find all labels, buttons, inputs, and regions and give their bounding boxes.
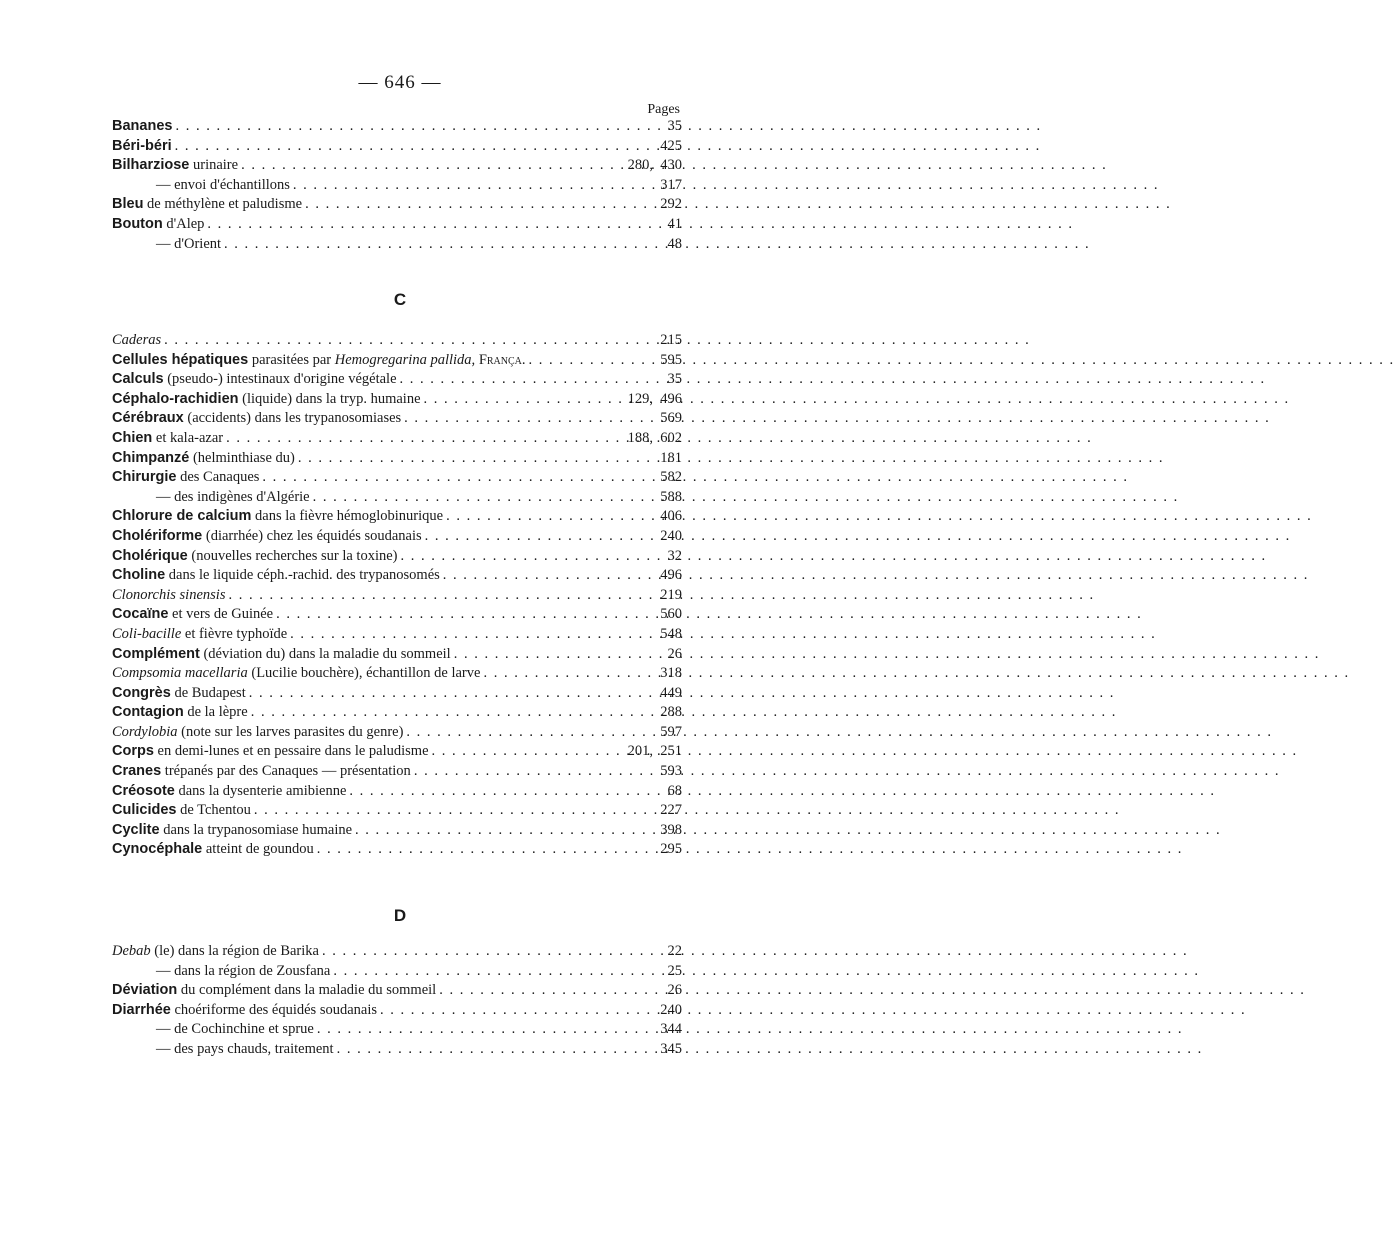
entry-italic-term: Debab: [112, 943, 151, 959]
entry-page-ref: 68: [667, 782, 682, 799]
leader-dots: [421, 391, 624, 408]
entry-text: [112, 138, 172, 155]
entry-text: [112, 943, 319, 960]
entry-text: [112, 410, 401, 427]
leader-dots: [314, 841, 656, 858]
entry-text: [112, 157, 238, 174]
entry-heading: Céphalo-rachidien: [112, 390, 239, 407]
leader-dots: [273, 606, 656, 623]
entry-page-ref: 292: [660, 196, 682, 213]
entry-description: trépanés par des Canaques — présentation: [161, 763, 411, 780]
entry-text: [112, 646, 451, 663]
entry-page-ref: 22: [667, 943, 682, 959]
entry-author: França.: [475, 351, 526, 368]
entry-heading: Culicides: [112, 802, 177, 819]
entry-page-ref: 398: [660, 821, 682, 838]
entry-page-ref: 215: [660, 332, 682, 348]
leader-dots: [259, 469, 656, 486]
index-entry: [112, 528, 682, 548]
entry-description: d'Alep: [162, 215, 205, 232]
entry-description: (le) dans la région de Barika: [150, 943, 319, 959]
entry-page-ref: 25: [667, 962, 682, 979]
entry-description: de Budapest: [170, 684, 246, 701]
entry-heading: Congrès: [112, 684, 171, 701]
entry-heading: Créosote: [112, 782, 175, 799]
entry-page-ref: 32: [667, 547, 682, 564]
entry-page-ref: 35: [667, 371, 682, 388]
index-entry: [112, 450, 682, 470]
index-entry: [112, 1002, 682, 1022]
index-entry: [112, 430, 682, 450]
entry-text: [112, 685, 246, 702]
entry-description: — envoi d'échantillons: [156, 176, 290, 193]
entry-page-ref: 240: [660, 527, 682, 544]
entry-text: [112, 508, 443, 525]
index-entry: [112, 410, 682, 430]
leader-dots: [429, 743, 624, 760]
entry-text: [112, 430, 223, 447]
index-entry: [112, 665, 682, 685]
leader-dots: [451, 646, 664, 663]
index-entry: [112, 567, 682, 587]
entry-description: — dans la région de Zousfana: [156, 962, 331, 979]
entry-text: [112, 469, 259, 486]
entry-description: de méthylène et paludisme: [143, 196, 303, 213]
entry-text: [112, 665, 480, 682]
index-entry: [112, 982, 682, 1002]
leader-dots: [314, 1021, 656, 1038]
entry-description: en demi-lunes et en pessaire dans le paludisme: [153, 743, 429, 760]
entry-text: [112, 177, 290, 194]
entry-italic-term: Clonorchis sinensis: [112, 586, 226, 603]
entry-page-ref: 288: [660, 704, 682, 721]
entry-description: de Tchentou: [176, 802, 251, 819]
entry-heading: Cranes: [112, 763, 162, 780]
leader-dots: [295, 450, 656, 467]
index-section-c: [112, 332, 682, 861]
entry-page-ref: 219: [660, 586, 682, 603]
entry-italic-term: Hemogregarina pallida,: [334, 351, 476, 368]
entry-page-ref: 317: [660, 176, 682, 193]
leader-dots: [436, 982, 663, 999]
leader-dots: [440, 567, 656, 584]
entry-text: [112, 216, 204, 233]
leader-dots: [411, 763, 656, 780]
entry-page-ref: 588: [660, 488, 682, 505]
leader-dots: [310, 489, 657, 506]
index-entry: [112, 391, 682, 411]
entry-page-ref: 35: [667, 118, 682, 134]
index-entry: [112, 963, 682, 983]
entry-description: (nouvelles recherches sur la toxine): [187, 547, 398, 564]
leader-dots: [161, 332, 656, 349]
index-entry: [112, 822, 682, 842]
index-entry: [112, 685, 682, 705]
index-entry: [112, 469, 682, 489]
index-entry: [112, 587, 682, 607]
leader-dots: [290, 177, 656, 194]
entry-page-ref: 548: [660, 625, 682, 642]
entry-description: (Lucilie bouchère), échantillon de larve: [247, 665, 481, 682]
entry-page-ref: 593: [660, 763, 682, 780]
index-entry: [112, 352, 682, 372]
entry-heading: Béri-béri: [112, 137, 172, 154]
entry-page-ref: 582: [660, 469, 682, 486]
entry-heading: Chlorure de calcium: [112, 508, 252, 525]
entry-text: [112, 528, 422, 545]
leader-dots: [330, 963, 663, 980]
entry-description: — des pays chauds, traitement: [156, 1040, 334, 1057]
entry-text: [112, 332, 161, 349]
entry-page-ref: 496: [660, 567, 682, 584]
index-entry: [112, 157, 682, 177]
entry-heading: Bilharziose: [112, 157, 190, 174]
leader-dots: [397, 371, 664, 388]
pages-column-header: Pages: [647, 102, 680, 117]
index-entry: [112, 841, 682, 861]
entry-text: [112, 236, 221, 253]
index-entry: [112, 802, 682, 822]
entry-heading: Bleu: [112, 196, 144, 213]
index-entry: [112, 489, 682, 509]
entry-text: [112, 391, 421, 408]
entry-page-ref: 345: [660, 1040, 682, 1057]
entry-heading: Cyclite: [112, 821, 160, 838]
entry-page-ref: 227: [660, 802, 682, 819]
entry-description: et kala-azar: [152, 429, 224, 446]
entry-text: [112, 763, 411, 780]
index-section-d: [112, 943, 682, 1061]
leader-dots: [526, 352, 657, 369]
entry-description: des Canaques: [176, 469, 260, 486]
entry-description: (helminthiase du): [189, 449, 295, 466]
index-entry: [112, 1041, 682, 1061]
entry-page-ref: 26: [667, 982, 682, 999]
entry-page-ref: 188, 602: [627, 429, 682, 446]
entry-page-ref: 129, 496: [627, 390, 682, 407]
leader-dots: [204, 216, 663, 233]
entry-description: (diarrhée) chez les équidés soudanais: [202, 527, 422, 544]
entry-page-ref: 406: [660, 508, 682, 525]
entry-text: [112, 982, 436, 999]
leader-dots: [172, 118, 663, 135]
entry-heading: Cérébraux: [112, 410, 184, 427]
entry-text: [112, 963, 330, 980]
entry-text: [112, 1021, 314, 1038]
entry-description: dans la fièvre hémoglobinurique: [251, 508, 444, 525]
entry-heading: Cholérique: [112, 547, 188, 564]
entry-description: et vers de Guinée: [168, 606, 274, 623]
entry-description: (liquide) dans la tryp. humaine: [238, 390, 421, 407]
entry-heading: Complément: [112, 645, 200, 662]
entry-description: urinaire: [189, 157, 239, 174]
entry-description: dans la dysenterie amibienne: [174, 782, 347, 799]
entry-heading: Bananes: [112, 118, 173, 134]
entry-description: dans la trypanosomiase humaine: [159, 821, 353, 838]
index-entry: [112, 138, 682, 158]
entry-page-ref: 295: [660, 841, 682, 858]
entry-text: [112, 783, 346, 800]
leader-dots: [401, 410, 656, 427]
entry-text: [112, 822, 352, 839]
index-entry: [112, 646, 682, 666]
entry-page-ref: 560: [660, 606, 682, 623]
entry-text: [112, 450, 295, 467]
entry-heading: Cynocéphale: [112, 841, 203, 858]
leader-dots: [352, 822, 656, 839]
index-entry: [112, 236, 682, 256]
entry-text: [112, 743, 429, 760]
entry-description: — de Cochinchine et sprue: [156, 1021, 314, 1038]
entry-text: [112, 802, 251, 819]
entry-text: [112, 489, 310, 506]
entry-description: (accidents) dans les trypanosomiases: [183, 410, 402, 427]
leader-dots: [223, 430, 624, 447]
entry-page-ref: 26: [667, 645, 682, 662]
entry-text: [112, 587, 225, 604]
index-entry: [112, 196, 682, 216]
entry-heading: Chien: [112, 429, 153, 446]
entry-text: [112, 196, 302, 213]
entry-text: [112, 841, 314, 858]
index-entry: [112, 548, 682, 568]
leader-dots: [443, 508, 656, 525]
entry-description: — des indigènes d'Algérie: [156, 488, 310, 505]
entry-page-ref: 595: [660, 351, 682, 368]
entry-heading: Calculs: [112, 371, 164, 388]
entry-page-ref: 48: [667, 235, 682, 252]
entry-description: du complément dans la maladie du sommeil: [177, 982, 437, 999]
entry-heading: Cholériforme: [112, 527, 203, 544]
entry-heading: Diarrhée: [112, 1001, 171, 1018]
leader-dots: [225, 587, 656, 604]
entry-heading: Chirurgie: [112, 469, 177, 486]
entry-text: [112, 704, 248, 721]
entry-text: [112, 606, 273, 623]
page-number: — 646 —: [358, 72, 442, 93]
index-entry: [112, 177, 682, 197]
index-entry: [112, 743, 682, 763]
leader-dots: [287, 626, 656, 643]
entry-description: de la lèpre: [183, 704, 248, 721]
entry-description: (déviation du) dans la maladie du sommeil: [199, 645, 451, 662]
index-entry: [112, 626, 682, 646]
entry-description: dans le liquide céph.-rachid. des trypanosomés: [165, 567, 440, 584]
leader-dots: [246, 685, 657, 702]
entry-page-ref: 318: [660, 665, 682, 682]
entry-page-ref: 181: [660, 449, 682, 466]
index-entry: [112, 508, 682, 528]
entry-heading: Cocaïne: [112, 606, 169, 623]
entry-text: [112, 352, 526, 369]
entry-description: et fièvre typhoïde: [181, 625, 288, 642]
entry-text: [112, 567, 440, 584]
entry-description: choériforme des équidés soudanais: [170, 1001, 378, 1018]
entry-page-ref: 240: [660, 1001, 682, 1018]
leader-dots: [251, 802, 656, 819]
leader-dots: [403, 724, 656, 741]
entry-italic-term: Coli-bacille: [112, 625, 182, 642]
entry-text: [112, 1041, 334, 1058]
entry-text: [112, 371, 397, 388]
index-entry: [112, 332, 682, 352]
entry-italic-term: Compsomia macellaria: [112, 665, 248, 682]
entry-page-ref: 425: [660, 137, 682, 154]
index-section-b: [112, 118, 682, 255]
leader-dots: [302, 196, 656, 213]
leader-dots: [221, 236, 663, 253]
entry-description: — d'Orient: [156, 235, 222, 252]
entry-italic-term: Caderas: [112, 332, 162, 348]
entry-heading: Cellules hépatiques: [112, 351, 249, 368]
entry-text: [112, 118, 172, 135]
entry-page-ref: 41: [667, 215, 682, 232]
entry-text: [112, 548, 398, 565]
entry-italic-term: Cordylobia: [112, 723, 178, 740]
index-entry: [112, 783, 682, 803]
leader-dots: [334, 1041, 657, 1058]
entry-heading: Chimpanzé: [112, 449, 190, 466]
index-entry: [112, 704, 682, 724]
entry-description: atteint de goundou: [202, 841, 314, 858]
index-entry: [112, 943, 682, 963]
index-entry: [112, 371, 682, 391]
entry-page-ref: 569: [660, 410, 682, 427]
leader-dots: [422, 528, 657, 545]
entry-heading: Choline: [112, 567, 166, 584]
entry-text: [112, 626, 287, 643]
entry-page-ref: 344: [660, 1021, 682, 1038]
leader-dots: [377, 1002, 656, 1019]
section-letter-d: D: [393, 906, 407, 925]
section-letter-c: C: [393, 290, 407, 309]
index-entry: [112, 606, 682, 626]
leader-dots: [346, 783, 663, 800]
entry-description: (note sur les larves parasites du genre): [177, 723, 404, 740]
index-entry: [112, 216, 682, 236]
entry-heading: Bouton: [112, 215, 163, 232]
entry-description: parasitées par: [248, 351, 335, 368]
index-entry: [112, 118, 682, 138]
index-entry: [112, 1021, 682, 1041]
entry-description: (pseudo-) intestinaux d'origine végétale: [163, 371, 397, 388]
entry-text: [112, 1002, 377, 1019]
entry-heading: Corps: [112, 743, 154, 760]
entry-text: [112, 724, 403, 741]
leader-dots: [248, 704, 657, 721]
leader-dots: [398, 548, 664, 565]
entry-page-ref: 449: [660, 684, 682, 701]
entry-page-ref: 597: [660, 723, 682, 740]
leader-dots: [238, 157, 624, 174]
index-entry: [112, 724, 682, 744]
entry-page-ref: 280, 430: [627, 157, 682, 174]
entry-heading: Contagion: [112, 704, 184, 721]
entry-page-ref: 201, 251: [627, 743, 682, 760]
leader-dots: [319, 943, 664, 960]
index-entry: [112, 763, 682, 783]
leader-dots: [480, 665, 656, 682]
entry-heading: Déviation: [112, 982, 178, 999]
leader-dots: [172, 138, 657, 155]
